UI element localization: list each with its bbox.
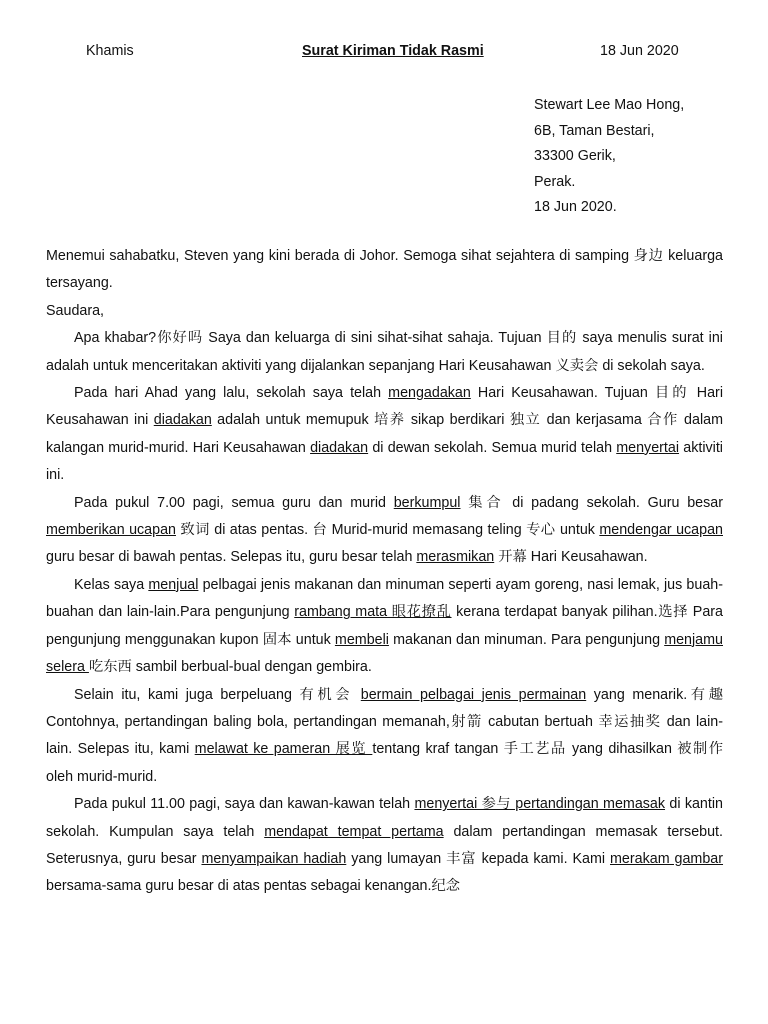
underlined-phrase: melawat ke pameran 展览: [194, 741, 373, 758]
paragraph-3: [46, 490, 723, 572]
underlined-phrase: memberikan ucapan: [46, 522, 176, 539]
salutation: Saudara,: [46, 302, 105, 319]
text-run: kerana terdapat banyak pilihan.选择 Para pengunjung menggunakan kupon 固本 untuk: [46, 604, 723, 648]
letter-body: [46, 243, 723, 901]
underlined-phrase: merasmikan: [416, 549, 495, 566]
text-run: makanan dan minuman. Para pengunjung: [388, 631, 665, 648]
text-run: adalah untuk memupuk 培养 sikap berdikari 独立 dan kerjasama 合作 dalam kalangan murid-murid. Hari Keusahawan: [46, 412, 723, 456]
text-run: Hari Keusahawan. Tujuan 目的 Hari Keusahawan ini: [46, 385, 723, 429]
underlined-phrase: mendengar ucapan: [599, 522, 723, 539]
text-run: yang lumayan 丰富 kepada kami. Kami: [346, 850, 611, 867]
text-run: Pada hari Ahad yang lalu, sekolah saya telah: [74, 385, 389, 402]
text-run: guru besar di bawah pentas. Selepas itu, guru besar telah: [46, 549, 417, 566]
paragraph-6: [46, 791, 723, 901]
text-run: Selain itu, kami juga berpeluang 有机会: [74, 686, 361, 703]
letter-day: Khamis: [86, 43, 134, 59]
text-run: bersama-sama guru besar di atas pentas sebagai kenangan.纪念: [46, 878, 461, 895]
address-line: 6B, Taman Bestari,: [534, 122, 655, 139]
underlined-phrase: membeli: [334, 631, 389, 648]
underlined-phrase: bermain pelbagai jenis permainan: [360, 686, 587, 703]
underlined-phrase: mengadakan: [388, 385, 471, 402]
opening-line: Menemui sahabatku, Steven yang kini berada di Johor. Semoga sihat sejahtera di samping 身边 keluarga tersayang.: [46, 248, 723, 292]
address-line: Stewart Lee Mao Hong,: [534, 97, 685, 113]
underlined-phrase: menjamu selera: [46, 631, 723, 676]
underlined-phrase: menyertai: [616, 439, 680, 456]
underlined-phrase: menjual: [148, 576, 199, 593]
underlined-phrase: menyampaikan hadiah: [201, 850, 347, 867]
underlined-phrase: mendapat tempat pertama: [264, 823, 444, 840]
text-run: 吃东西 sambil berbual-bual dengan gembira.: [88, 659, 372, 676]
paragraph-4: [46, 572, 723, 682]
text-run: 致词 di atas pentas. 台 Murid-murid memasang teling 专心 untuk: [175, 522, 600, 539]
underlined-phrase: rambang mata 眼花撩乱: [294, 604, 452, 621]
letter-title: Surat Kiriman Tidak Rasmi: [302, 43, 484, 59]
text-run: 开幕 Hari Keusahawan.: [494, 549, 648, 566]
letter-date: 18 Jun 2020: [600, 43, 679, 59]
text-run: di dewan sekolah. Semua murid telah: [368, 439, 617, 456]
underlined-phrase: berkumpul: [393, 494, 461, 511]
underlined-phrase: diadakan: [153, 412, 212, 429]
underlined-phrase: merakam gambar: [610, 850, 724, 867]
underlined-phrase: menyertai 参与 pertandingan memasak: [414, 796, 666, 813]
text-run: Pada pukul 7.00 pagi, semua guru dan murid: [74, 494, 394, 511]
text-run: Kelas saya: [74, 576, 149, 593]
text-run: yang menarik.有趣 Contohnya, pertandingan baling bola, pertandingan memanah,射箭 cabutan bertuah 幸运抽奖 dan lain-lain. Selepas itu, kami: [46, 686, 723, 758]
text-run: pelbagai jenis makanan dan minuman seperti ayam goreng, nasi lemak, jus buah-buahan dan lain-lain.Para pengunjung: [46, 576, 723, 621]
text-run: tentang kraf tangan 手工艺品 yang dihasilkan 被制作 oleh murid-murid.: [46, 741, 723, 785]
text-run: 集合 di padang sekolah. Guru besar: [460, 494, 723, 511]
text-run: Pada pukul 11.00 pagi, saya dan kawan-kawan telah: [74, 796, 415, 813]
paragraph-1: Apa khabar?你好吗 Saya dan keluarga di sini sihat-sihat sahaja. Tujuan 目的 saya menulis surat ini adalah untuk menceritakan aktiviti yang dijalankan sepanjang Hari Keusahawan 义卖会 di sekolah saya.: [46, 330, 723, 374]
paragraph-5: [46, 682, 723, 792]
text-run: dalam pertandingan memasak tersebut. Seterusnya, guru besar: [46, 823, 723, 867]
text-run: aktiviti ini.: [46, 439, 723, 484]
underlined-phrase: diadakan: [310, 439, 369, 456]
address-line: 18 Jun 2020.: [534, 199, 617, 215]
address-line: Perak.: [534, 173, 576, 190]
paragraph-2: [46, 380, 723, 490]
sender-address: [534, 93, 684, 221]
text-run: di kantin sekolah. Kumpulan saya telah: [46, 796, 723, 840]
address-line: 33300 Gerik,: [534, 148, 616, 164]
